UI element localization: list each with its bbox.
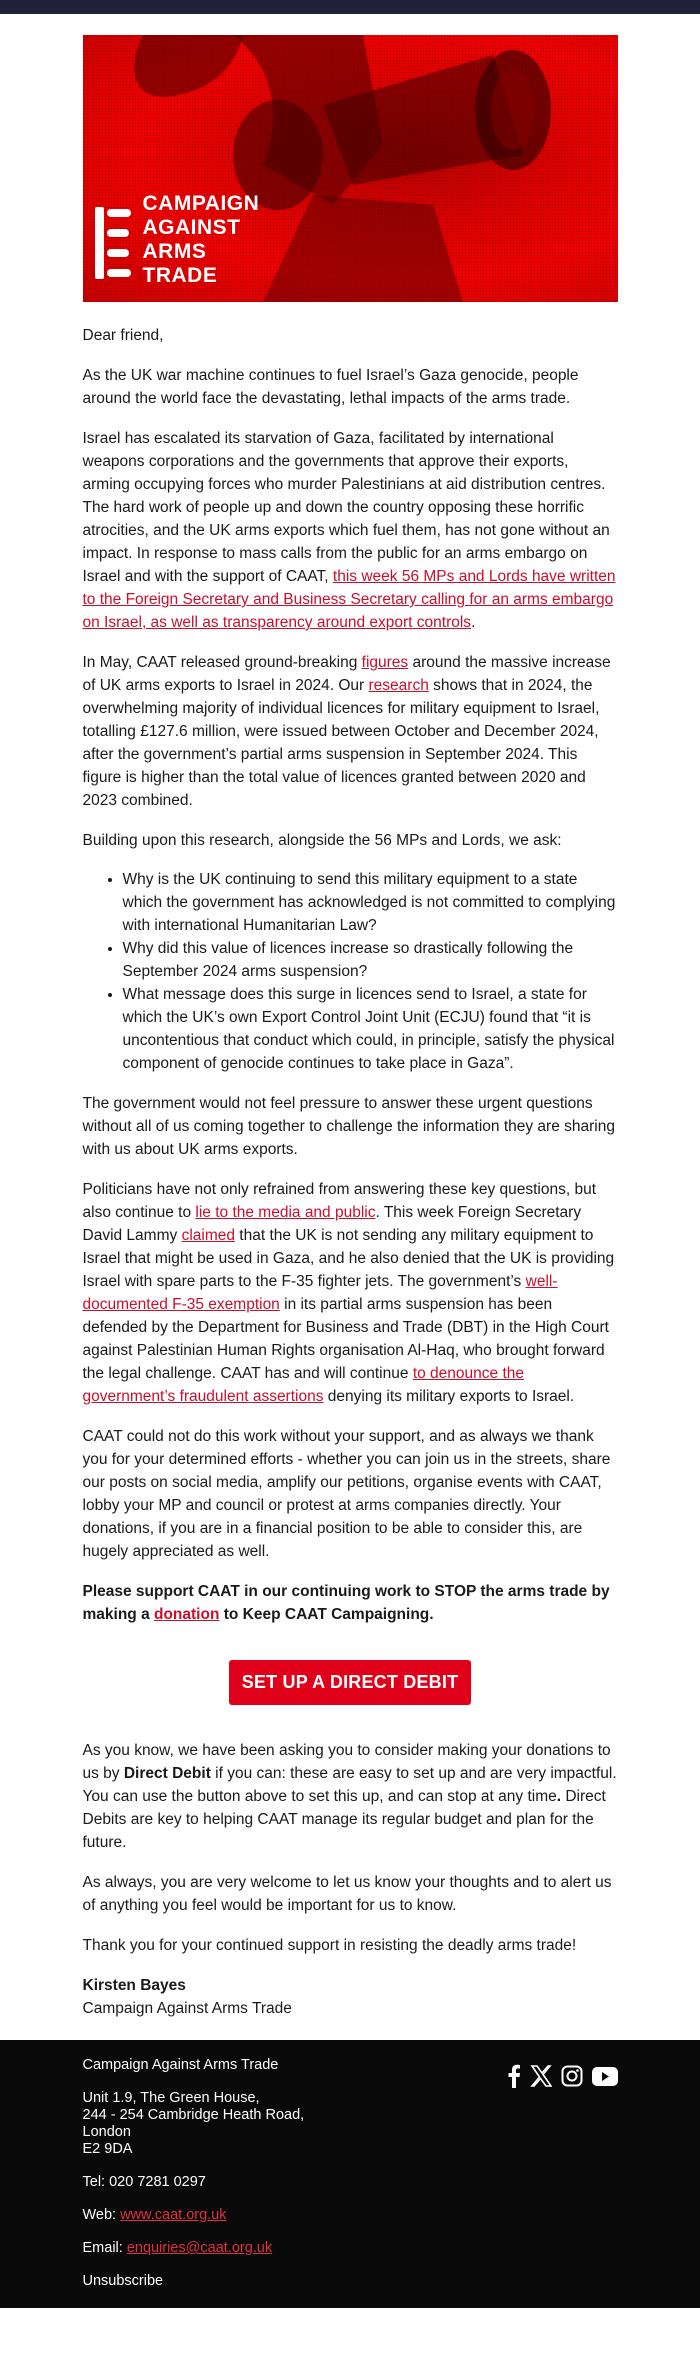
greeting: Dear friend, xyxy=(82,327,164,344)
unsubscribe-link[interactable]: Unsubscribe xyxy=(82,2273,164,2289)
footer-email: Email: enquiries@caat.org.uk xyxy=(82,2240,273,2256)
list-item: • Why did this value of licences increase so drastically following the September 2024 arms suspension? xyxy=(123,937,618,983)
paragraph-politicians: Politicians have not only refrained from answering these key questions, but also continue to lie to the media and public. This week Foreign Secretary David Lammy claimed that the UK is not sending any military equipment to Israel that might be used in Gaza, and he also denied that the UK is providing Israel with spare parts to the F-35 fighter jets. The government’s well-documented F-35 exemption in its partial arms suspension has been defended by the Department for Business and Trade (DBT) in the High Court against Palestinian Human Rights organisation Al-Haq, who brought forward the legal challenge. CAAT has and will continue to denounce the government’s fraudulent assertions denying its military exports to Israel. xyxy=(82,1181,615,1405)
link-mps-letter[interactable]: this week 56 MPs and Lords have written to the Foreign Secretary and Business Secretary calling for an arms embargo on Israel, as well as transparency around export controls xyxy=(82,568,616,631)
direct-debit-button[interactable]: SET UP A DIRECT DEBIT xyxy=(229,1660,472,1705)
paragraph-ask: Building upon this research, alongside the 56 MPs and Lords, we ask: xyxy=(82,832,562,849)
footer-address-line: 244 - 254 Cambridge Heath Road, xyxy=(82,2107,305,2123)
footer-address-line: London xyxy=(82,2124,131,2140)
list-item: • What message does this surge in licences send to Israel, a state for which the UK’s own Export Control Joint Unit (ECJU) found that “it is uncontentious that conduct which could, in principle, satisfy the physical component of genocide continues to take place in Gaza”. xyxy=(123,983,618,1075)
footer-email-link[interactable]: enquiries@caat.org.uk xyxy=(126,2240,273,2256)
paragraph-thanks: Thank you for your continued support in resisting the deadly arms trade! xyxy=(82,1937,577,1954)
link-f35-exemption[interactable]: well-documented F-35 exemption xyxy=(82,1273,558,1313)
hero-banner xyxy=(83,35,618,302)
email-content xyxy=(83,35,618,2020)
top-bar xyxy=(0,0,700,14)
paragraph-pressure: The government would not feel pressure to answer these urgent questions without all of us coming together to challenge the information they are sharing with us about UK arms exports. xyxy=(82,1095,615,1158)
signature-name: Kirsten Bayes xyxy=(82,1977,186,1994)
paragraph-research: In May, CAAT released ground-breaking figures around the massive increase of UK arms exports to Israel in 2024. Our research shows that in 2024, the overwhelming majority of individual licences for military equipment to Israel, totalling £127.6 million, were issued between October and December 2024, after the government’s partial arms suspension in September 2024. This figure is higher than the total value of licences granted between 2020 and 2023 combined. xyxy=(82,654,611,809)
list-item: • Why is the UK continuing to send this military equipment to a state which the government has acknowledged is not committed to complying with international Humanitarian Law? xyxy=(123,868,618,937)
link-claimed[interactable]: claimed xyxy=(181,1227,235,1244)
footer-address-line: Unit 1.9, The Green House, xyxy=(82,2090,260,2106)
paragraph-donation-appeal: Please support CAAT in our continuing work to STOP the arms trade by making a donation to Keep CAAT Campaigning. xyxy=(82,1583,610,1623)
x-icon[interactable] xyxy=(530,2065,552,2087)
facebook-icon[interactable] xyxy=(507,2064,521,2088)
instagram-icon[interactable] xyxy=(561,2065,583,2087)
caat-logo-icon xyxy=(95,207,135,279)
footer-address-line: E2 9DA xyxy=(82,2141,133,2157)
signature-org: Campaign Against Arms Trade xyxy=(82,2000,292,2017)
link-lie-to-media[interactable]: lie to the media and public xyxy=(195,1204,376,1221)
paragraph-starvation: Israel has escalated its starvation of Gaza, facilitated by international weapons corporations and the governments that approve their exports, arming occupying forces who murder Palestinians at aid distribution centres. The hard work of people up and down the country opposing these horrific atrocities, and the UK arms exports which fuel them, has not gone without an impact. In response to mass calls from the public for an arms embargo on Israel and with the support of CAAT, this week 56 MPs and Lords have written to the Foreign Secretary and Business Secretary calling for an arms embargo on Israel, as well as transparency around export controls. xyxy=(82,430,616,631)
questions-list xyxy=(83,868,618,1075)
footer-org: Campaign Against Arms Trade xyxy=(82,2057,279,2073)
logo-wordmark: CAMPAIGN AGAINST ARMS TRADE xyxy=(142,192,260,287)
cta-container xyxy=(83,1660,618,1705)
paragraph-support: CAAT could not do this work without your support, and as always we thank you for your determined efforts - whether you can join us in the streets, share our posts on social media, amplify our petitions, organise events with CAAT, lobby your MP and council or protest at arms companies directly. Your donations, if you are in a financial position to be able to consider this, are hugely appreciated as well. xyxy=(82,1428,611,1560)
paragraph-direct-debit: As you know, we have been asking you to consider making your donations to us by Direct Debit if you can: these are easy to set up and are very impactful. You can use the button above to set this up, and can stop at any time. Direct Debits are key to helping CAAT manage its regular budget and plan for the future. xyxy=(82,1742,617,1851)
link-donation[interactable]: donation xyxy=(154,1606,220,1623)
footer-tel: Tel: 020 7281 0297 xyxy=(82,2174,206,2190)
link-figures[interactable]: figures xyxy=(361,654,409,671)
paragraph-intro: As the UK war machine continues to fuel Israel’s Gaza genocide, people around the world face the devastating, lethal impacts of the arms trade. xyxy=(82,367,579,407)
paragraph-feedback: As always, you are very welcome to let us know your thoughts and to alert us of anything you feel would be important for us to know. xyxy=(82,1874,612,1914)
link-research[interactable]: research xyxy=(368,677,429,694)
footer xyxy=(0,2040,700,2308)
link-denounce[interactable]: to denounce the government’s fraudulent assertions xyxy=(82,1365,524,1405)
social-icons xyxy=(507,2064,618,2088)
footer-web: Web: www.caat.org.uk xyxy=(82,2207,227,2223)
youtube-icon[interactable] xyxy=(592,2067,618,2086)
footer-web-link[interactable]: www.caat.org.uk xyxy=(120,2207,227,2223)
